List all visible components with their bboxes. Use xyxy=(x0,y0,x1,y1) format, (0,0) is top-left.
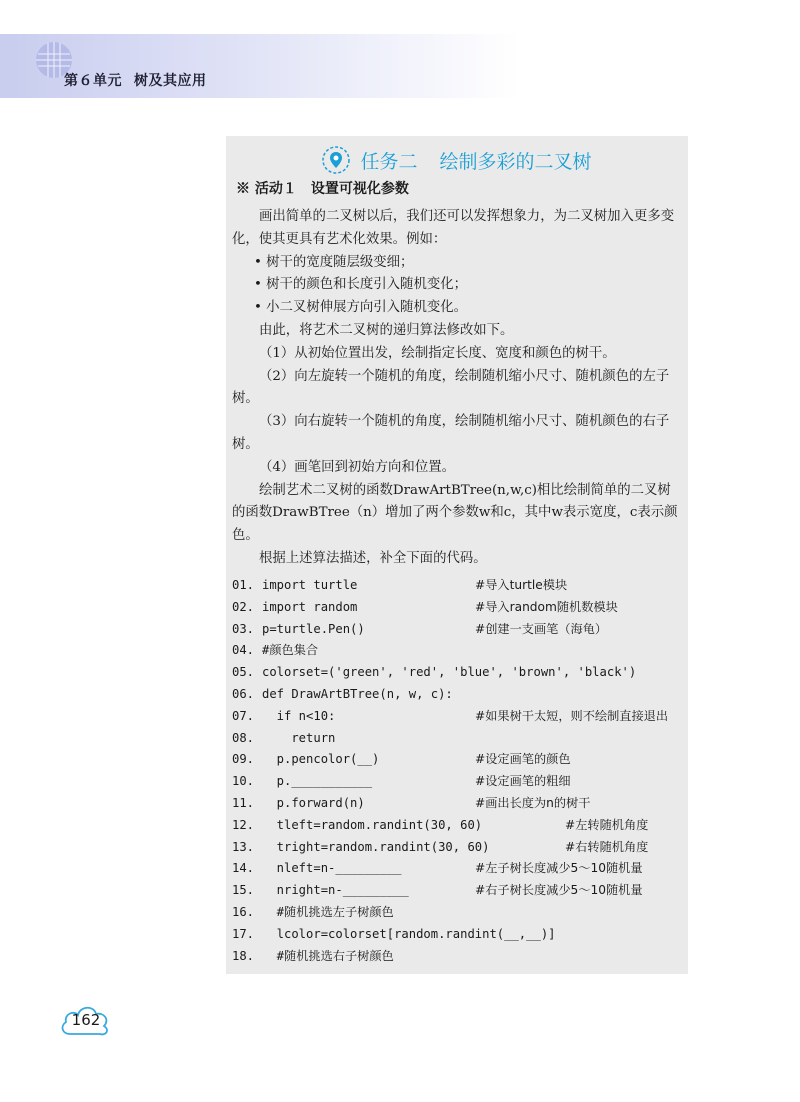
code-line xyxy=(232,815,684,837)
code-text: import random xyxy=(262,599,358,614)
code-line xyxy=(232,662,684,684)
step-item: （3）向右旋转一个随机的角度，绘制随机缩小尺寸、随机颜色的右子树。 xyxy=(232,414,670,452)
code-text: #随机挑选左子树颜色 xyxy=(262,904,394,919)
task-title: 绘制多彩的二叉树 xyxy=(439,150,592,173)
line-number: 06. xyxy=(232,686,255,701)
line-number: 12. xyxy=(232,817,255,832)
code-line xyxy=(232,684,684,706)
code-text: return xyxy=(262,730,336,745)
unit-number: 第６单元 xyxy=(64,73,122,89)
unit-header xyxy=(64,70,207,90)
line-number: 13. xyxy=(232,839,255,854)
bullet-item: • 小二叉树伸展方向引入随机变化。 xyxy=(254,300,468,316)
line-number: 07. xyxy=(232,708,255,723)
code-comment: #导入random随机数模块 xyxy=(475,599,618,614)
step-item: （1）从初始位置出发，绘制指定长度、宽度和颜色的树干。 xyxy=(259,345,616,361)
page-number: 162 xyxy=(71,1011,101,1029)
code-text: import turtle xyxy=(262,578,358,592)
line-number: 09. xyxy=(232,752,255,767)
code-comment: #导入turtle模块 xyxy=(475,578,568,592)
code-text: p.pencolor(__) xyxy=(262,752,380,767)
step-item: （2）向左旋转一个随机的角度，绘制随机缩小尺寸、随机颜色的左子树。 xyxy=(232,368,670,407)
code-line xyxy=(232,706,684,728)
code-comment: #左子树长度减少5～10随机量 xyxy=(475,861,643,876)
code-comment: #画出长度为n的树干 xyxy=(475,795,591,810)
line-number: 16. xyxy=(232,904,255,919)
code-line xyxy=(232,858,684,880)
task-label: 任务二 xyxy=(360,150,418,173)
paragraph: 根据上述算法描述，补全下面的代码。 xyxy=(259,550,487,566)
body-text xyxy=(232,206,684,571)
line-number: 11. xyxy=(232,795,255,810)
code-line xyxy=(232,837,684,859)
code-text: lcolor=colorset[random.randint(__,__)] xyxy=(262,926,556,941)
code-line xyxy=(232,902,684,924)
line-number: 10. xyxy=(232,774,255,789)
code-text: if n<10: xyxy=(262,708,336,723)
line-number: 04. xyxy=(232,643,255,658)
bullet-item: • 树干的颜色和长度引入随机变化； xyxy=(254,277,468,293)
code-line xyxy=(232,946,684,968)
code-comment: #右子树长度减少5～10随机量 xyxy=(475,883,643,898)
task-heading xyxy=(226,144,688,176)
line-number: 18. xyxy=(232,948,255,963)
code-text: colorset=('green', 'red', 'blue', 'brown', 'black') xyxy=(262,665,637,680)
code-line xyxy=(232,619,684,641)
unit-title: 树及其应用 xyxy=(134,73,207,89)
code-comment: #右转随机角度 xyxy=(565,839,649,854)
code-line xyxy=(232,749,684,771)
code-line xyxy=(232,771,684,793)
bullet-item: • 树干的宽度随层级变细； xyxy=(254,254,414,270)
code-line xyxy=(232,880,684,902)
code-text: #随机挑选右子树颜色 xyxy=(262,948,394,963)
code-text: tleft=random.randint(30, 60) xyxy=(262,817,483,832)
code-listing xyxy=(232,575,684,967)
code-text: nleft=n-_________ xyxy=(262,861,402,876)
activity-heading xyxy=(236,178,409,198)
code-text: nright=n-_________ xyxy=(262,883,409,898)
code-comment: #左转随机角度 xyxy=(565,817,649,832)
paragraph: 画出简单的二叉树以后，我们还可以发挥想象力，为二叉树加入更多变化，使其更具有艺术化效果。例如： xyxy=(232,209,675,247)
code-comment: #创建一支画笔（海龟） xyxy=(475,621,608,636)
line-number: 03. xyxy=(232,621,255,636)
step-item: （4）画笔回到初始方向和位置。 xyxy=(259,459,455,475)
code-text: p.forward(n) xyxy=(262,795,365,810)
code-comment: #如果树干太短，则不绘制直接退出 xyxy=(475,708,669,723)
code-text: p.___________ xyxy=(262,774,373,789)
activity-marker: ※ 活动１ xyxy=(236,181,297,197)
line-number: 15. xyxy=(232,883,255,898)
location-pin-icon xyxy=(322,146,350,174)
code-text: p=turtle.Pen() xyxy=(262,621,365,636)
line-number: 08. xyxy=(232,730,255,745)
code-comment: #设定画笔的粗细 xyxy=(475,774,571,789)
code-comment: #设定画笔的颜色 xyxy=(475,752,571,767)
line-number: 14. xyxy=(232,861,255,876)
code-line xyxy=(232,728,684,750)
line-number: 02. xyxy=(232,599,255,614)
paragraph: 绘制艺术二叉树的函数DrawArtBTree(n,w,c)相比绘制简单的二叉树的函数DrawBTree（n）增加了两个参数w和c，其中w表示宽度，c表示颜色。 xyxy=(232,482,678,544)
code-line xyxy=(232,575,684,597)
line-number: 05. xyxy=(232,665,255,680)
paragraph: 由此，将艺术二叉树的递归算法修改如下。 xyxy=(259,322,514,338)
activity-title: 设置可视化参数 xyxy=(310,181,409,197)
code-line xyxy=(232,924,684,946)
code-text: #颜色集合 xyxy=(262,643,319,658)
line-number: 01. xyxy=(232,578,255,592)
code-line xyxy=(232,793,684,815)
code-text: tright=random.randint(30, 60) xyxy=(262,839,490,854)
code-line xyxy=(232,597,684,619)
line-number: 17. xyxy=(232,926,255,941)
code-line xyxy=(232,640,684,662)
code-text: def DrawArtBTree(n, w, c): xyxy=(262,686,453,701)
content-panel xyxy=(226,136,688,974)
